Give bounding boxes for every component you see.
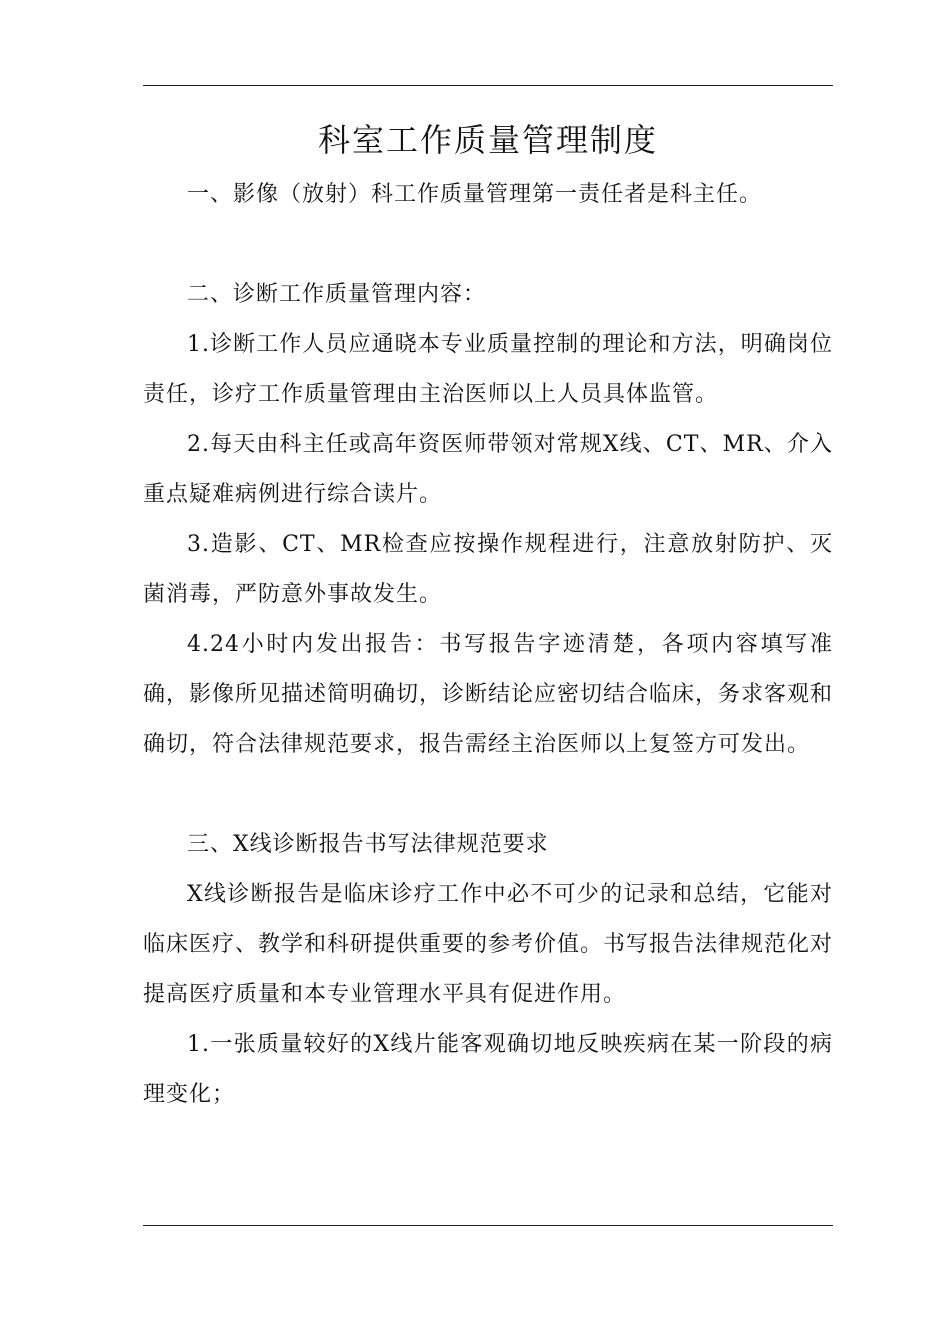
section-3-item-1: 1.一张质量较好的X线片能客观确切地反映疾病在某一阶段的病理变化； xyxy=(143,1032,833,1107)
section-3-heading: 三、X线诊断报告书写法律规范要求 xyxy=(187,832,549,857)
section-2-item-4: 4.24小时内发出报告：书写报告字迹清楚，各项内容填写准确，影像所见描述简明确切，诊断结论应密切结合临床，务求客观和确切，符合法律规范要求，报告需经主治医师以上复签方可发出。 xyxy=(143,632,834,757)
section-2-item-3: 3.造影、CT、MR检查应按操作规程进行，注意放射防护、灭菌消毒，严防意外事故发生。 xyxy=(143,532,833,607)
section-2-item-1: 1.诊断工作人员应通晓本专业质量控制的理论和方法，明确岗位责任，诊疗工作质量管理由主治医师以上人员具体监管。 xyxy=(143,332,833,407)
paragraph-gap xyxy=(143,220,833,270)
document-body xyxy=(143,110,833,1120)
header-rule xyxy=(143,85,833,86)
section-3-intro: X线诊断报告是临床诊疗工作中必不可少的记录和总结，它能对临床医疗、教学和科研提供重要的参考价值。书写报告法律规范化对提高医疗质量和本专业管理水平具有促进作用。 xyxy=(143,882,834,1007)
document-title: 科室工作质量管理制度 xyxy=(317,121,658,159)
section-2-item-2: 2.每天由科主任或高年资医师带领对常规X线、CT、MR、介入重点疑难病例进行综合读片。 xyxy=(143,432,833,507)
footer-rule xyxy=(143,1225,833,1226)
section-1-paragraph: 一、影像（放射）科工作质量管理第一责任者是科主任。 xyxy=(187,182,763,207)
section-2-heading: 二、诊断工作质量管理内容： xyxy=(187,282,487,307)
paragraph-gap xyxy=(143,770,833,820)
